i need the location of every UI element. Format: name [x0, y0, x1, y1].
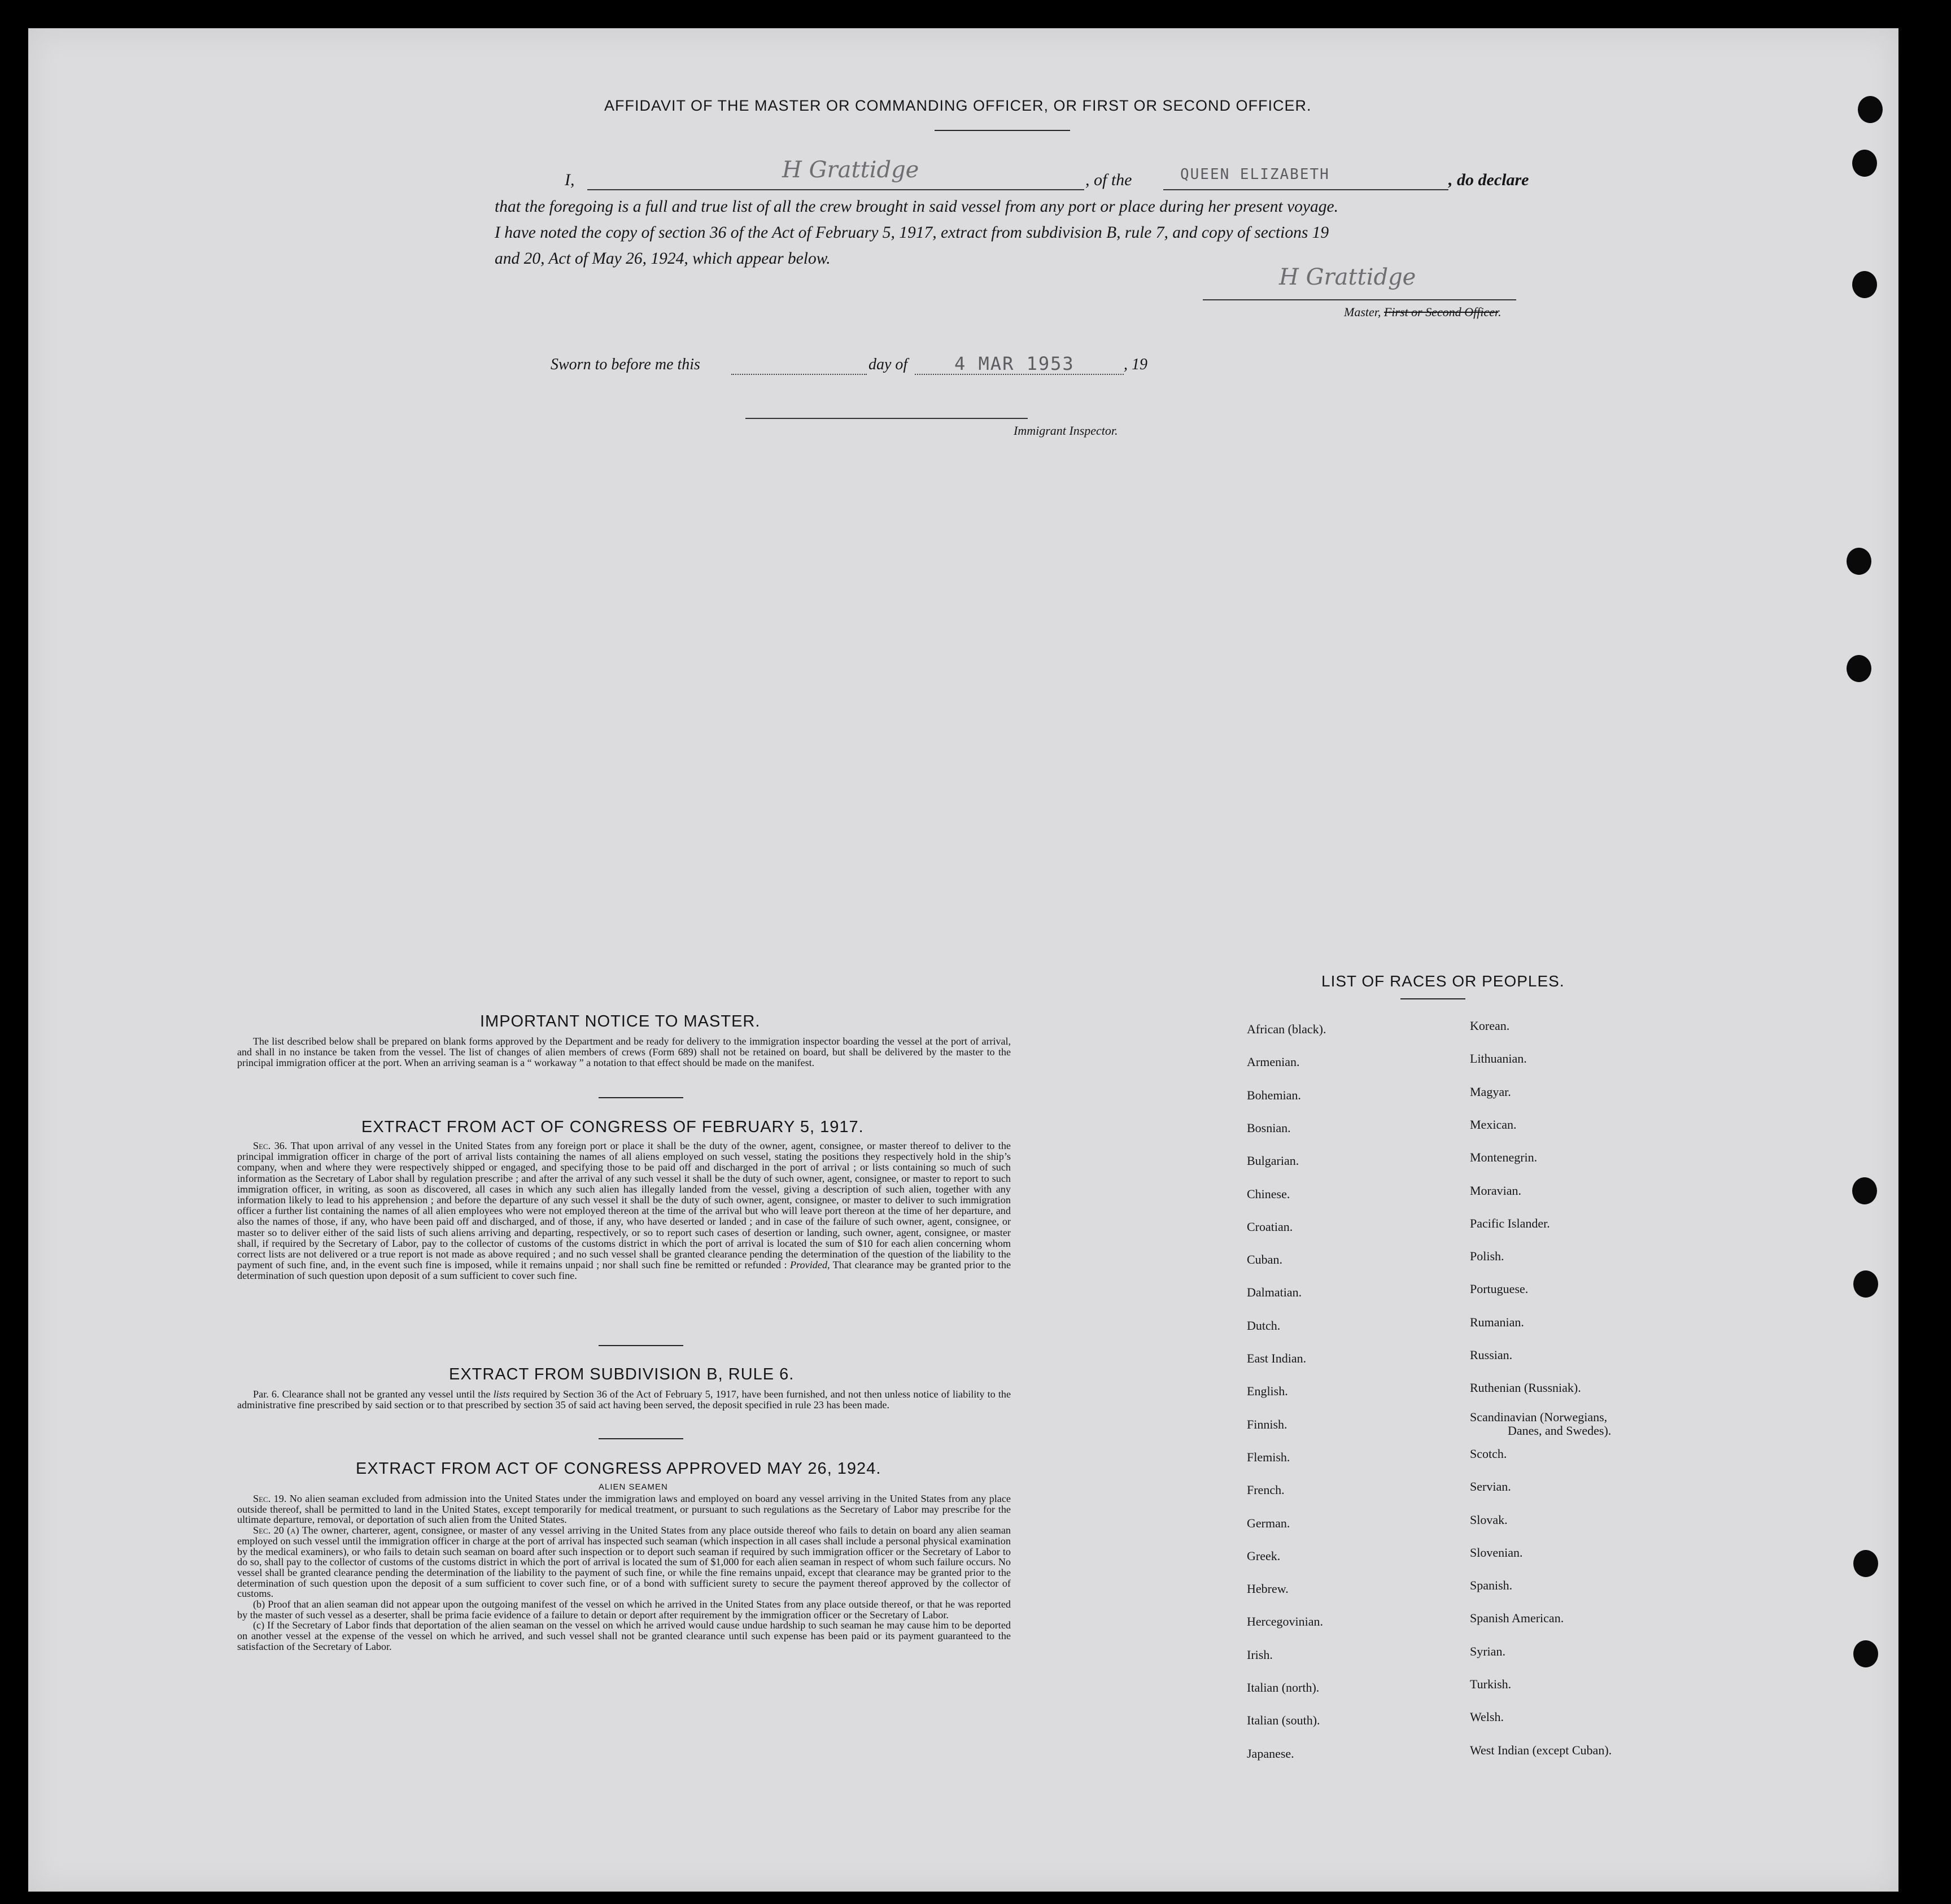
lists-word: lists — [493, 1388, 510, 1400]
vessel-line — [1163, 189, 1448, 190]
inspector-line — [745, 418, 1028, 419]
affidavit-line-2: I have noted the copy of section 36 of the Act of February 5, 1917, extract from subdivision B, rule 7, and copy of sections 19 — [495, 224, 1329, 242]
race-item-continuation: Danes, and Swedes). — [1508, 1423, 1612, 1438]
sec-36-label: Sec. 36. — [253, 1140, 287, 1151]
notice-title: IMPORTANT NOTICE TO MASTER. — [480, 1012, 761, 1030]
master-word: Master, — [1344, 305, 1381, 319]
race-item: Chinese. — [1247, 1186, 1290, 1201]
affidavit-title: AFFIDAVIT OF THE MASTER OR COMMANDING OFFICER, OR FIRST OR SECOND OFFICER. — [604, 97, 1312, 114]
subdivision-text-a: Clearance shall not be granted any vessel until the — [282, 1388, 491, 1400]
race-item: Flemish. — [1247, 1449, 1290, 1464]
punch-hole — [1853, 1270, 1878, 1298]
race-item: Bohemian. — [1247, 1088, 1301, 1102]
race-item: Magyar. — [1470, 1084, 1511, 1099]
sec-20a-label: Sec. 20 (a) — [253, 1525, 299, 1536]
punch-hole — [1852, 1177, 1877, 1204]
subdivision-divider — [599, 1438, 683, 1439]
punch-hole — [1847, 548, 1871, 575]
race-item: Slovenian. — [1470, 1545, 1523, 1560]
race-item: Scandinavian (Norwegians, — [1470, 1410, 1608, 1425]
race-item: German. — [1247, 1516, 1290, 1530]
punch-hole — [1853, 1640, 1878, 1667]
race-item: English. — [1247, 1384, 1288, 1399]
sworn-label: Sworn to before me this — [551, 356, 700, 373]
of-the-label: , of the — [1085, 171, 1132, 189]
subdivision-title: EXTRACT FROM SUBDIVISION B, RULE 6. — [449, 1365, 795, 1383]
race-item: Hebrew. — [1247, 1582, 1289, 1596]
extract-1917-divider — [599, 1345, 683, 1346]
sec-36-text-end: That clearance may be granted prior to the determination of such question upon deposit of a sum sufficient to cover such fine. — [237, 1259, 1011, 1282]
race-item: West Indian (except Cuban). — [1470, 1743, 1612, 1757]
punch-hole — [1847, 655, 1871, 682]
date-stamp: 4 MAR 1953 — [954, 353, 1075, 374]
sec-20b-text: Proof that an alien seaman did not appear upon the outgoing manifest of the vessel on which he arrived in the United States from any place outside thereof, or that he was reported by the master of such vessel as a deserter, shall be prima facie evidence of a failure to detain or deport after requirement by the immigration officer or the Secretary of Labor. — [237, 1599, 1011, 1621]
signature-line — [587, 189, 1084, 190]
sec-20c-label: (c) — [253, 1619, 265, 1631]
sec-20c-paragraph — [237, 1620, 1011, 1652]
sec-19-label: Sec. 19. — [253, 1493, 287, 1504]
par-6-label: Par. 6. — [253, 1388, 280, 1400]
subdivision-paragraph — [237, 1389, 1011, 1410]
races-title-underline — [1400, 998, 1465, 999]
master-label: Master, First or Second Officer. — [1344, 305, 1502, 319]
vessel-name: QUEEN ELIZABETH — [1180, 166, 1330, 183]
race-item: Montenegrin. — [1470, 1150, 1538, 1165]
race-item: Bosnian. — [1247, 1120, 1291, 1135]
race-item: Polish. — [1470, 1249, 1504, 1264]
punch-hole — [1858, 96, 1883, 123]
signature-1: H Grattidge — [782, 157, 919, 183]
master-signature-line — [1203, 299, 1516, 300]
race-item: Rumanian. — [1470, 1315, 1524, 1329]
sec-20a-paragraph — [237, 1525, 1011, 1599]
race-item: Russian. — [1470, 1348, 1513, 1362]
race-item: Spanish American. — [1470, 1611, 1564, 1626]
race-item: Hercegovinian. — [1247, 1614, 1323, 1629]
races-title: LIST OF RACES OR PEOPLES. — [1321, 972, 1565, 990]
sec-20b-paragraph — [237, 1599, 1011, 1620]
title-underline — [935, 130, 1070, 131]
race-item: Pacific Islander. — [1470, 1216, 1550, 1230]
race-item: Lithuanian. — [1470, 1051, 1527, 1066]
provided-label: Provided, — [790, 1259, 830, 1271]
race-item: Irish. — [1247, 1647, 1273, 1662]
inspector-label: Immigrant Inspector. — [1014, 423, 1118, 438]
subdivision-text — [237, 1389, 1011, 1410]
race-item: Portuguese. — [1470, 1282, 1529, 1296]
race-item: Slovak. — [1470, 1512, 1508, 1527]
sec-20b-label: (b) — [253, 1599, 265, 1610]
race-item: Mexican. — [1470, 1117, 1517, 1132]
day-of-label: day of — [868, 356, 908, 373]
race-item: Dalmatian. — [1247, 1285, 1302, 1300]
race-item: Cuban. — [1247, 1252, 1282, 1267]
i-label: I, — [565, 171, 575, 189]
sec-20a-text: The owner, charterer, agent, consignee, or master of any vessel arriving in the United States from any place outside thereof who fails to detain on board any alien seaman employed on such vessel until the immigration officer in charge at the port of arrival has inspected such seaman (which inspection in all cases shall include a personal physical examination by the medical examiners), or who fails to detain such seaman on board after such inspection or to deport such seaman if required by such immigration officer or the Secretary of Labor to do so, shall pay to the collector of customs of the customs district in which the port of arrival is located the sum of $1,000 for each alien seaman in respect of whom such failure occurs. No vessel shall be granted clearance pending the determination of the liability to the payment of such fine, or while the fine remains unpaid, except that clearance may be granted prior to the determination of such question upon the deposit of a sum sufficient to cover such fine, or of a bond with sufficient surety to secure the payment thereof approved by the collector of customs. — [237, 1525, 1011, 1600]
notice-paragraph: The list described below shall be prepared on blank forms approved by the Department and be ready for delivery to the immigration inspector boarding the vessel at the port of arrival, and shall in no instance be taken from the vessel. The list of changes of alien members of crews (Form 689) shall not be retained on board, but shall be delivered by the master to the principal immigration officer at the port. When an arriving seaman is a “ workaway ” a notation to that effect should be made on the manifest. — [237, 1036, 1011, 1068]
notice-text — [237, 1036, 1011, 1068]
extract-1917-title: EXTRACT FROM ACT OF CONGRESS OF FEBRUARY 5, 1917. — [361, 1118, 864, 1136]
sec-19-text: No alien seaman excluded from admission into the United States under the immigration laws and employed on board any vessel arriving in the United States from any place outside thereof, shall be permitted to land in the United States, except temporarily for medical treatment, or pursuant to such regulations as the Secretary of Labor may prescribe for the ultimate departure, removal, or deportation of such alien from the United States. — [237, 1493, 1011, 1526]
punch-hole — [1853, 1550, 1878, 1577]
extract-1924-text — [237, 1493, 1011, 1652]
race-item: Welsh. — [1470, 1710, 1504, 1724]
race-item: Moravian. — [1470, 1183, 1522, 1198]
race-item: Finnish. — [1247, 1417, 1287, 1431]
race-item: Turkish. — [1470, 1677, 1512, 1691]
race-item: Dutch. — [1247, 1318, 1281, 1333]
subdivision-text-b: required by Section 36 of the Act of February 5, 1917, have been furnished, and not then unless notice of liability to the administrative fine prescribed by said section or to that prescribed by section 35 of said act having been served, the deposit specified in rule 23 has been made. — [237, 1388, 1011, 1411]
alien-seamen-subtitle: ALIEN SEAMEN — [599, 1482, 668, 1492]
race-item: Korean. — [1470, 1019, 1510, 1033]
race-item: Ruthenian (Russniak). — [1470, 1381, 1581, 1395]
affidavit-line-1: that the foregoing is a full and true list of all the crew brought in said vessel from any port or place during her present voyage. — [495, 198, 1338, 216]
notice-divider — [599, 1097, 683, 1098]
race-item: Scotch. — [1470, 1446, 1507, 1461]
race-item: Italian (north). — [1247, 1680, 1320, 1695]
race-item: Italian (south). — [1247, 1713, 1320, 1728]
struck-officer-label: First or Second Officer — [1383, 305, 1499, 319]
affidavit-line-3: and 20, Act of May 26, 1924, which appear below. — [495, 250, 831, 268]
sworn-day-line — [731, 374, 867, 375]
race-item: French. — [1247, 1483, 1285, 1497]
do-declare-label: , do declare — [1448, 171, 1529, 189]
race-item: Armenian. — [1247, 1055, 1300, 1069]
punch-hole — [1852, 271, 1877, 298]
extract-1917-text — [237, 1141, 1011, 1282]
race-item: Servian. — [1470, 1479, 1511, 1494]
document-page — [28, 28, 1898, 1892]
year-suffix: , 19 — [1124, 356, 1147, 373]
race-item: African (black). — [1247, 1022, 1326, 1036]
extract-1924-title: EXTRACT FROM ACT OF CONGRESS APPROVED MAY 26, 1924. — [356, 1460, 881, 1478]
race-item: Croatian. — [1247, 1219, 1293, 1234]
race-item: Japanese. — [1247, 1746, 1294, 1761]
signature-2: H Grattidge — [1279, 264, 1416, 290]
sec-20c-text: If the Secretary of Labor finds that deportation of the alien seaman on the vessel on which he arrived would cause undue hardship to such seaman he may cause him to be deported on another vessel at the expense of the vessel on which he arrived, and such vessel shall not be granted clearance until such expense has been paid or its payment guaranteed to the satisfaction of the Secretary of Labor. — [237, 1619, 1011, 1652]
race-item: Syrian. — [1470, 1644, 1505, 1658]
punch-hole — [1852, 150, 1877, 177]
race-item: Bulgarian. — [1247, 1154, 1299, 1168]
race-item: Spanish. — [1470, 1578, 1513, 1593]
sec-36-text: That upon arrival of any vessel in the United States from any foreign port or place it shall be the duty of the owner, agent, consignee, or master thereof to deliver to the principal immigration officer in charge of the port of arrival lists containing the names of all aliens employed on such vessel, stating the positions they respectively hold in the ship’s company, when and where they were respectively shipped or engaged, and specifying those to be paid off and discharged in the port of arrival ; or lists containing so much of such information as the Secretary of Labor shall by regulation prescribe ; and after the arrival of any such vessel it shall be the duty of such owner, agent, consignee, or master to report to such immigration officer, in writing, as soon as discovered, all cases in which any such alien has illegally landed from the vessel, giving a description of such alien, together with any information likely to lead to his apprehension ; and before the departure of any such vessel it shall be the duty of such owner, agent, consignee, or master to deliver to such immigration officer a further list containing the names of all alien employees who were not employed thereon at the time of the arrival but who will leave port thereon at the time of her departure, and also the names of those, if any, who have been paid off and discharged, and of those, if any, who have deserted or landed ; and in case of the failure of such owner, agent, consignee, or master so to deliver either of the said lists of such aliens arriving and departing, respectively, or so to report such cases of desertion or landing, such owner, agent, consignee, or master shall, if required by the Secretary of Labor, pay to the collector of customs of the customs district in which the port of arrival is located the sum of $10 for each alien concerning whom correct lists are not delivered or a true report is not made as above required ; and no such vessel shall be granted clearance pending the determination of the question of the liability to the payment of such fine, and, in the event such fine is imposed, while it remains unpaid ; nor shall such fine be remitted or refunded : — [237, 1140, 1011, 1271]
race-item: Greek. — [1247, 1548, 1281, 1563]
extract-1917-paragraph — [237, 1141, 1011, 1282]
race-item: East Indian. — [1247, 1351, 1307, 1365]
sec-19-paragraph — [237, 1493, 1011, 1525]
